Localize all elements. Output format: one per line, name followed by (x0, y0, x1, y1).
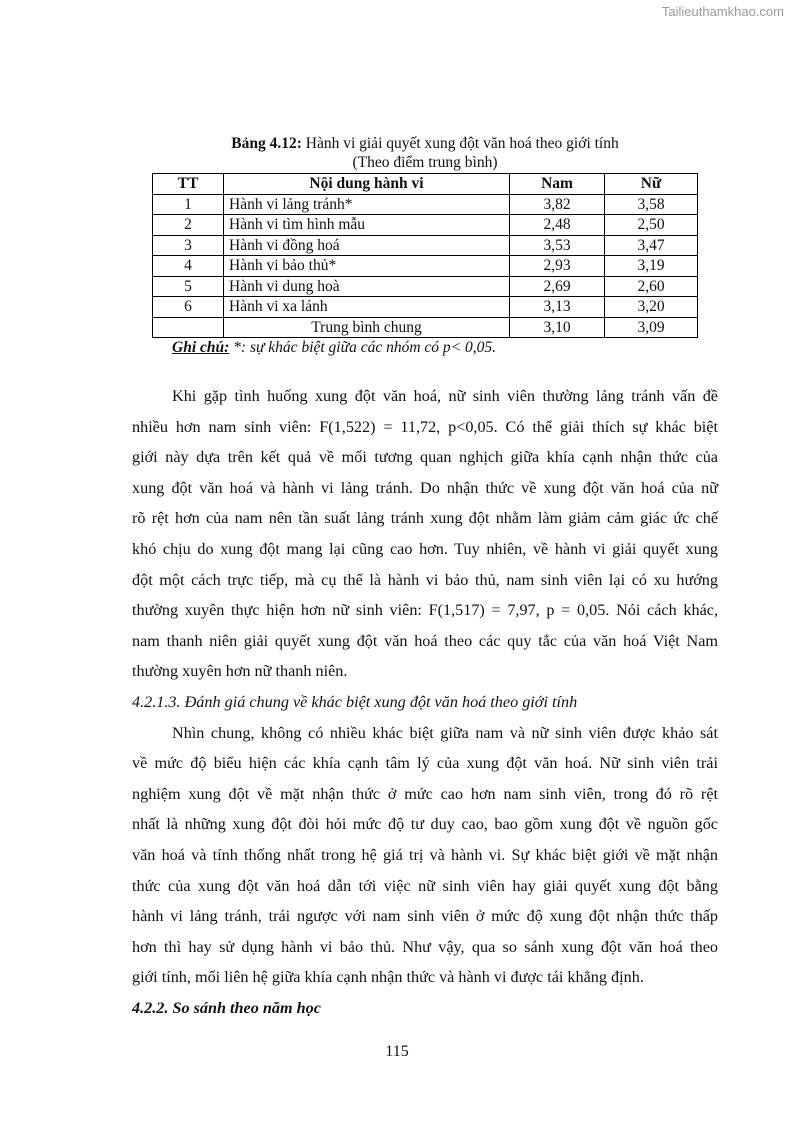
text-line: thức của xung đột văn hoá dẫn tới việc nữ sinh viên hay giải quyết xung đột bằng (132, 876, 718, 895)
table-header-row (153, 174, 698, 195)
text-line: nam thanh niên giải quyết xung đột văn hoá theo các quy tắc của văn hoá Việt Nam (132, 631, 718, 650)
row-number: 5 (153, 276, 224, 297)
caption-label: Bảng 4.12: (231, 135, 302, 152)
text-line: hành vi lảng tránh, trái ngược với nam sinh viên ở mức độ xung đột nhận thức thấp (132, 907, 718, 926)
row-number: 6 (153, 297, 224, 318)
row-nu: 2,60 (605, 276, 698, 297)
data-table (152, 173, 698, 338)
caption-title: Hành vi giải quyết xung đột văn hoá theo giới tính (301, 135, 619, 152)
page-number: 115 (385, 1043, 409, 1060)
body-text (132, 381, 718, 1023)
total-nam: 3,10 (510, 317, 605, 338)
row-content: Hành vi đồng hoá (224, 235, 510, 256)
total-nu: 3,09 (605, 317, 698, 338)
row-nam: 3,53 (510, 235, 605, 256)
text-line: khó chịu do xung đột mang lại cũng cao hơn. Tuy nhiên, về hành vi giải quyết xung (132, 539, 718, 558)
paragraph-1 (132, 381, 718, 687)
header-nu: Nữ (605, 174, 698, 195)
row-content: Hành vi xa lánh (224, 297, 510, 318)
row-nu: 3,19 (605, 256, 698, 277)
text-line: nhiều hơn nam sinh viên: F(1,522) = 11,72, p<0,05. Có thể giải thích sự khác biệt (132, 417, 718, 436)
table-row (153, 215, 698, 236)
text-line: xung đột văn hoá và hành vi lảng tránh. Do nhận thức về xung đột văn hoá của nữ (132, 478, 718, 497)
text-line: đột một cách trực tiếp, mà cụ thể là hành vi bảo thủ, nam sinh viên lại có xu hướng (132, 570, 718, 589)
text-line: rõ rệt hơn của nam nên tần suất lảng tránh xung đột nhằm làm giảm cảm giác ức chế (132, 509, 718, 528)
row-number: 4 (153, 256, 224, 277)
section-heading-4-2-2: 4.2.2. So sánh theo năm học (132, 998, 321, 1017)
text-line: giới này dựa trên kết quả về mối tương quan nghịch giữa khía cạnh nhận thức của (132, 448, 718, 467)
row-nam: 2,69 (510, 276, 605, 297)
text-line: Nhìn chung, không có nhiều khác biệt giữa nam và nữ sinh viên được khảo sát (172, 723, 718, 742)
row-content: Hành vi lảng tránh* (224, 194, 510, 215)
text-line: nhất là những xung đột đòi hỏi mức độ tư duy cao, bao gồm xung đột về nguồn gốc (132, 815, 718, 834)
table-row (153, 235, 698, 256)
row-nu: 3,20 (605, 297, 698, 318)
text-line: thường xuyên hơn nữ thanh niên. (132, 662, 348, 681)
row-nu: 3,47 (605, 235, 698, 256)
text-line: văn hoá và tính thống nhất trong hệ giá trị và hành vi. Sự khác biệt giới về mặt nhận (132, 845, 718, 864)
header-nam: Nam (510, 174, 605, 195)
table-row (153, 194, 698, 215)
table-caption (150, 134, 700, 153)
row-content: Hành vi tìm hình mẫu (224, 215, 510, 236)
text-line: thường xuyên thực hiện hơn nữ sinh viên: F(1,517) = 7,97, p = 0,05. Nói cách khác, (132, 601, 718, 620)
row-nam: 2,48 (510, 215, 605, 236)
header-content: Nội dung hành vi (224, 174, 510, 195)
section-heading-4-2-1-3: 4.2.1.3. Đánh giá chung về khác biệt xung đột văn hoá theo giới tính (132, 692, 578, 711)
text-line: về mức độ biểu hiện các khía cạnh tâm lý của xung đột văn hoá. Nữ sinh viên trải (132, 754, 718, 773)
row-number: 2 (153, 215, 224, 236)
text-line: hơn thì hay sử dụng hành vi bảo thủ. Như vậy, qua so sánh xung đột văn hoá theo (132, 937, 718, 956)
row-nu: 3,58 (605, 194, 698, 215)
table-row (153, 276, 698, 297)
row-nam: 3,82 (510, 194, 605, 215)
row-nam: 2,93 (510, 256, 605, 277)
table-row (153, 297, 698, 318)
row-content: Hành vi bảo thủ* (224, 256, 510, 277)
text-line: Khi gặp tình huống xung đột văn hoá, nữ sinh viên thường lảng tránh vấn đề (172, 387, 718, 405)
total-empty-cell (153, 317, 224, 338)
row-number: 3 (153, 235, 224, 256)
paragraph-2 (132, 718, 718, 993)
text-line: giới tính, mối liên hệ giữa khía cạnh nhận thức và hành vi được tái khẳng định. (132, 968, 644, 987)
note-text: *: sự khác biệt giữa các nhóm có p< 0,05. (229, 339, 496, 356)
table-total-row (153, 317, 698, 338)
row-nam: 3,13 (510, 297, 605, 318)
table-note (172, 339, 496, 357)
table-subtitle: (Theo điểm trung bình) (352, 154, 498, 171)
table-row (153, 256, 698, 277)
watermark: Tailieuthamkhao.com (661, 4, 784, 19)
row-number: 1 (153, 194, 224, 215)
row-nu: 2,50 (605, 215, 698, 236)
text-line: nghiệm xung đột về mặt nhận thức ở mức cao hơn nam sinh viên, trong đó rõ rệt (132, 784, 718, 803)
total-label: Trung bình chung (224, 317, 510, 338)
header-tt: TT (153, 174, 224, 195)
row-content: Hành vi dung hoà (224, 276, 510, 297)
note-label: Ghi chú: (172, 339, 230, 356)
